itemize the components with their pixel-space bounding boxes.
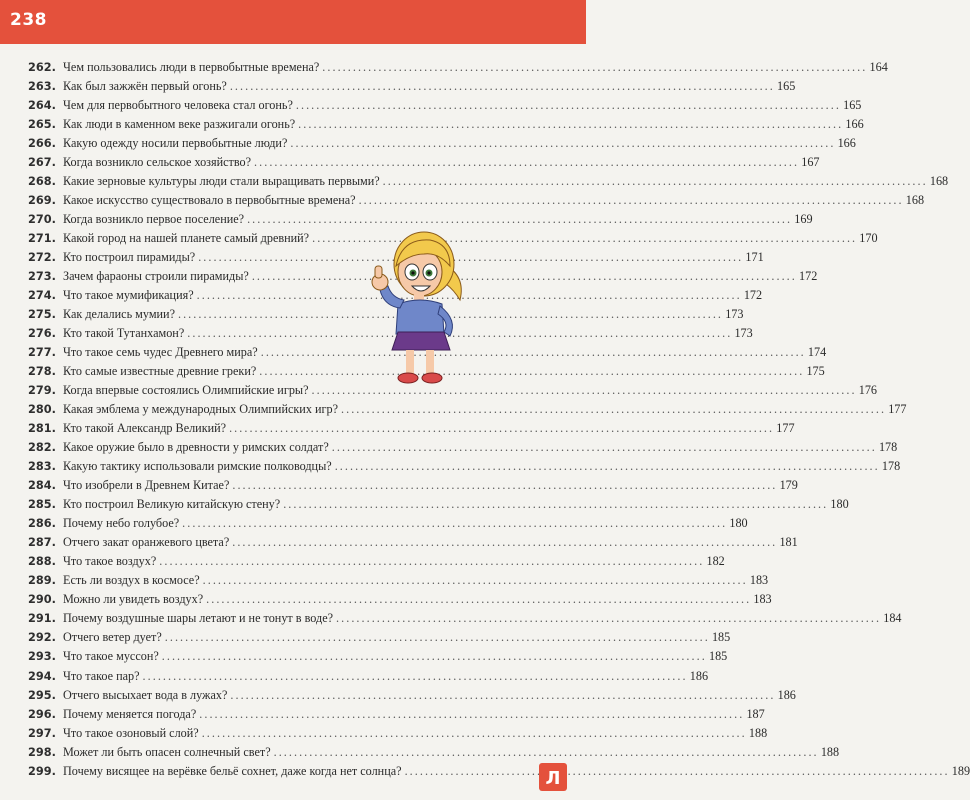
- toc-entry-title: Отчего закат оранжевого цвета?: [63, 535, 230, 550]
- dot-leader: [274, 743, 816, 762]
- toc-entry: [28, 552, 725, 571]
- dot-leader: [259, 362, 801, 381]
- dot-leader: [229, 419, 771, 438]
- dot-leader: [199, 705, 741, 724]
- toc-entry-page: 166: [845, 117, 864, 132]
- toc-entry-page: 185: [708, 649, 728, 664]
- toc-entry-title: Как был зажжён первый огонь?: [63, 79, 227, 94]
- toc-entry-title: Когда возникло первое поселение?: [63, 212, 245, 227]
- toc-entry: [28, 686, 796, 705]
- toc-entry: [28, 571, 769, 590]
- toc-entry-page: 170: [859, 231, 878, 246]
- toc-entry-number: 296.: [28, 707, 56, 721]
- toc-entry-number: 293.: [28, 650, 56, 664]
- toc-entry: [28, 362, 825, 381]
- toc-entry: [28, 419, 795, 438]
- toc-entry: [28, 381, 878, 400]
- toc-entry-page: 185: [711, 630, 731, 645]
- toc-entry-page: 173: [725, 307, 744, 322]
- toc-entry-title: Почему воздушные шары летают и не тонут в воде?: [63, 611, 334, 626]
- toc-entry-number: 280.: [28, 403, 56, 417]
- toc-entry: [28, 667, 709, 686]
- toc-entry-title: Отчего высыхает вода в лужах?: [63, 687, 228, 702]
- toc-entry: [28, 77, 796, 96]
- toc-entry-number: 281.: [28, 422, 56, 436]
- dot-leader: [162, 647, 704, 666]
- toc-entry-page: 180: [830, 497, 849, 512]
- toc-entry-number: 290.: [28, 593, 56, 607]
- toc-entry-title: Чем для первобытного человека стал огонь?: [63, 98, 293, 113]
- dot-leader: [336, 609, 878, 628]
- toc-entry-title: Что такое муссон?: [63, 649, 159, 664]
- dot-leader: [165, 628, 707, 647]
- toc-entry-page: 167: [801, 155, 820, 170]
- toc-entry-title: Как люди в каменном веке разжигали огонь?: [63, 117, 296, 132]
- toc-entry-page: 188: [748, 725, 768, 740]
- toc-entry-title: Кто построил Великую китайскую стену?: [63, 497, 281, 512]
- toc-entry: [28, 58, 888, 77]
- cartoon-girl-thumbs-up-icon: [358, 224, 470, 392]
- toc-entry-title: Какую одежду носили первобытные люди?: [63, 136, 288, 151]
- toc-entry: [28, 438, 898, 457]
- toc-entry-page: 166: [837, 136, 856, 151]
- toc-entry-page: 183: [753, 592, 772, 607]
- toc-entry-page: 164: [869, 60, 888, 74]
- toc-entry-page: 187: [746, 706, 765, 721]
- toc-entry-title: Кто такой Александр Великий?: [63, 421, 227, 436]
- toc-entry-page: 177: [776, 421, 795, 436]
- toc-entry-number: 267.: [28, 156, 56, 170]
- toc-entry-page: 168: [929, 174, 949, 189]
- toc-entry-title: Зачем фараоны строили пирамиды?: [63, 269, 249, 284]
- toc-entry: [28, 248, 764, 267]
- toc-entry-number: 285.: [28, 498, 56, 512]
- dot-leader: [322, 58, 864, 77]
- toc-entry-title: Почему меняется погода?: [63, 706, 197, 721]
- dot-leader: [230, 77, 772, 96]
- toc-entry-page: 179: [779, 478, 798, 493]
- toc-entry-page: 165: [843, 98, 862, 113]
- toc-entry-page: 181: [779, 535, 798, 550]
- toc-entry: [28, 724, 768, 743]
- toc-entry-title: Можно ли увидеть воздух?: [63, 592, 204, 607]
- toc-entry-title: Отчего ветер дует?: [63, 630, 162, 645]
- toc-entry: [28, 267, 818, 286]
- toc-entry-page: 186: [689, 668, 709, 683]
- toc-entry-number: 268.: [28, 175, 56, 189]
- toc-entry: [28, 324, 753, 343]
- toc-entry-number: 291.: [28, 612, 56, 626]
- dot-leader: [298, 115, 840, 134]
- toc-entry-title: Что такое озоновый слой?: [63, 725, 199, 740]
- toc-entry-title: Какие зерновые культуры люди стали выращивать первыми?: [63, 174, 380, 189]
- toc-entry-number: 270.: [28, 213, 56, 227]
- toc-entry-title: Какой город на нашей планете самый древний?: [63, 231, 310, 246]
- table-of-contents: [28, 58, 970, 781]
- toc-entry-page: 174: [807, 345, 827, 360]
- dot-leader: [202, 724, 744, 743]
- toc-entry: [28, 134, 856, 153]
- toc-entry-number: 286.: [28, 517, 56, 531]
- dot-leader: [290, 134, 832, 153]
- toc-entry-number: 277.: [28, 346, 56, 360]
- dot-leader: [247, 210, 789, 229]
- toc-entry-title: Какое искусство существовало в первобытные времена?: [63, 193, 356, 208]
- toc-entry: [28, 115, 864, 134]
- dot-leader: [332, 438, 874, 457]
- toc-entry-number: 265.: [28, 118, 56, 132]
- toc-entry-number: 297.: [28, 726, 56, 740]
- dot-leader: [341, 400, 883, 419]
- toc-entry-page: 173: [734, 326, 753, 341]
- toc-entry-page: 183: [749, 573, 769, 588]
- dot-leader: [143, 667, 685, 686]
- dot-leader: [232, 476, 774, 495]
- toc-entry-title: Какое оружие было в древности у римских солдат?: [63, 440, 329, 455]
- toc-entry-number: 274.: [28, 289, 56, 303]
- toc-entry-title: Какая эмблема у международных Олимпийских игр?: [63, 402, 338, 417]
- toc-entry-number: 298.: [28, 745, 56, 759]
- toc-entry-title: Кто самые известные древние греки?: [63, 364, 257, 379]
- toc-entry-number: 289.: [28, 574, 56, 588]
- toc-entry-title: Что такое семь чудес Древнего мира?: [63, 345, 258, 360]
- toc-entry-number: 269.: [28, 194, 56, 208]
- toc-entry-title: Кто такой Тутанхамон?: [63, 326, 185, 341]
- toc-entry-number: 284.: [28, 479, 56, 493]
- toc-entry: [28, 609, 902, 628]
- toc-entry-page: 169: [794, 212, 813, 227]
- toc-entry-title: Почему небо голубое?: [63, 516, 180, 531]
- toc-entry-number: 264.: [28, 99, 56, 113]
- toc-entry: [28, 628, 731, 647]
- toc-entry-title: Когда впервые состоялись Олимпийские игры?: [63, 383, 309, 398]
- toc-entry-title: Когда возникло сельское хозяйство?: [63, 155, 252, 170]
- page-header: [0, 0, 586, 44]
- toc-entry: [28, 457, 901, 476]
- toc-entry-page: 184: [883, 611, 902, 626]
- toc-entry: [28, 476, 798, 495]
- toc-entry-number: 266.: [28, 137, 56, 151]
- toc-entry-number: 278.: [28, 365, 56, 379]
- toc-entry-title: Что такое воздух?: [63, 554, 157, 569]
- toc-entry: [28, 514, 748, 533]
- toc-entry-title: Кто построил пирамиды?: [63, 250, 196, 265]
- toc-entry-page: 178: [878, 440, 898, 455]
- dot-leader: [203, 571, 745, 590]
- toc-entry-page: 176: [858, 383, 878, 398]
- toc-entry-title: Что изобрели в Древнем Китае?: [63, 478, 230, 493]
- toc-entry-page: 178: [881, 459, 901, 474]
- toc-entry-number: 294.: [28, 669, 56, 683]
- toc-entry-title: Почему висящее на верёвке бельё сохнет, даже когда нет солнца?: [63, 763, 402, 778]
- toc-entry-page: 168: [905, 193, 925, 208]
- toc-entry-number: 299.: [28, 764, 56, 778]
- toc-entry-number: 272.: [28, 251, 56, 265]
- dot-leader: [182, 514, 724, 533]
- toc-entry-title: Может ли быть опасен солнечный свет?: [63, 744, 271, 759]
- toc-entry: [28, 210, 813, 229]
- dot-leader: [252, 267, 794, 286]
- toc-entry-number: 295.: [28, 688, 56, 702]
- toc-entry-title: Какую тактику использовали римские полководцы?: [63, 459, 332, 474]
- toc-entry: [28, 191, 925, 210]
- toc-entry-number: 287.: [28, 536, 56, 550]
- toc-entry: [28, 647, 728, 666]
- toc-entry: [28, 229, 878, 248]
- labirint-logo-icon: [538, 762, 568, 792]
- toc-entry-page: 189: [951, 763, 970, 778]
- dot-leader: [206, 590, 748, 609]
- toc-entry-number: 273.: [28, 270, 56, 284]
- toc-entry-number: 275.: [28, 308, 56, 322]
- dot-leader: [159, 552, 701, 571]
- dot-leader: [335, 457, 877, 476]
- toc-entry-page: 172: [743, 288, 763, 303]
- logo-letter: Л: [545, 768, 561, 789]
- toc-entry: [28, 286, 763, 305]
- toc-entry-number: 282.: [28, 441, 56, 455]
- dot-leader: [359, 191, 901, 210]
- toc-entry: [28, 343, 827, 362]
- toc-entry: [28, 533, 798, 552]
- toc-entry-page: 171: [745, 250, 764, 265]
- toc-entry: [28, 305, 744, 324]
- toc-entry-title: Есть ли воздух в космосе?: [63, 573, 200, 588]
- toc-entry-number: 279.: [28, 384, 56, 398]
- toc-entry: [28, 590, 772, 609]
- toc-entry-number: 263.: [28, 80, 56, 94]
- toc-entry-page: 177: [888, 402, 907, 417]
- toc-entry-page: 180: [729, 516, 748, 531]
- dot-leader: [405, 762, 947, 781]
- toc-entry-number: 276.: [28, 327, 56, 341]
- toc-entry-page: 188: [820, 744, 840, 759]
- toc-entry-page: 182: [706, 554, 725, 569]
- toc-entry: [28, 495, 849, 514]
- toc-entry-number: 271.: [28, 232, 56, 246]
- toc-entry-number: 288.: [28, 555, 56, 569]
- dot-leader: [296, 96, 838, 115]
- toc-entry-page: 175: [806, 364, 825, 379]
- toc-entry-number: 262.: [28, 61, 56, 74]
- toc-entry-title: Что такое мумификация?: [63, 288, 194, 303]
- dot-leader: [230, 686, 772, 705]
- dot-leader: [232, 533, 774, 552]
- toc-entry: [28, 400, 907, 419]
- toc-entry: [28, 762, 970, 781]
- page-number: 238: [10, 10, 47, 30]
- dot-leader: [283, 495, 825, 514]
- toc-entry-page: 172: [799, 269, 818, 284]
- toc-entry: [28, 705, 765, 724]
- toc-entry: [28, 172, 949, 191]
- toc-entry-page: 186: [777, 687, 796, 702]
- dot-leader: [254, 153, 796, 172]
- toc-entry-number: 292.: [28, 631, 56, 645]
- toc-entry-page: 165: [777, 79, 796, 94]
- toc-entry: [28, 153, 820, 172]
- toc-entry-number: 283.: [28, 460, 56, 474]
- toc-entry: [28, 743, 840, 762]
- toc-entry: [28, 96, 862, 115]
- toc-entry-title: Как делались мумии?: [63, 307, 175, 322]
- dot-leader: [261, 343, 803, 362]
- toc-entry-title: Чем пользовались люди в первобытные времена?: [63, 60, 320, 74]
- dot-leader: [383, 172, 925, 191]
- toc-entry-title: Что такое пар?: [63, 668, 140, 683]
